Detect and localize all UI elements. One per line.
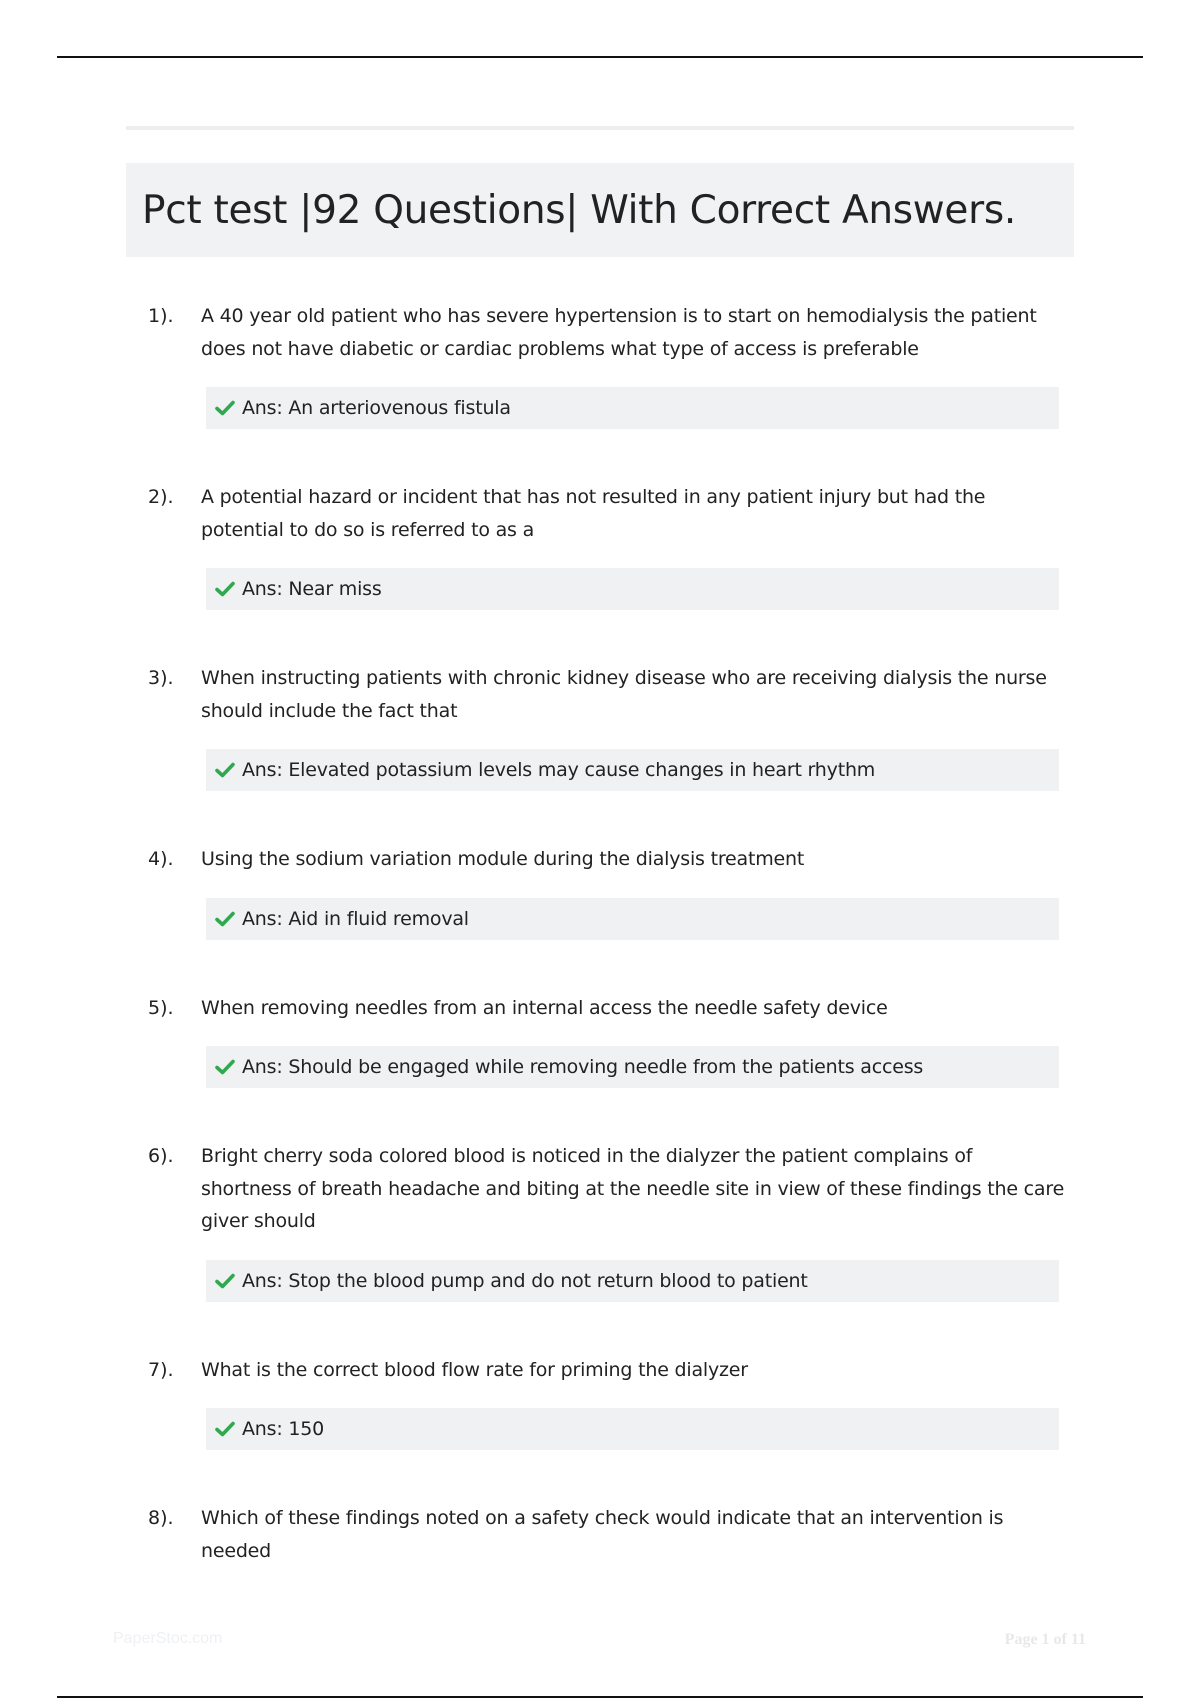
answer-box bbox=[206, 1260, 1059, 1302]
answer-box bbox=[206, 1408, 1059, 1450]
answer-box bbox=[206, 387, 1059, 429]
bottom-rule bbox=[57, 1696, 1143, 1698]
answer-text: Ans: Near miss bbox=[242, 578, 382, 600]
page-number: Page 1 of 11 bbox=[1004, 1631, 1086, 1648]
answer-text: Ans: Stop the blood pump and do not return blood to patient bbox=[242, 1269, 808, 1292]
question-text: When removing needles from an internal access the needle safety device bbox=[201, 996, 888, 1019]
title-banner bbox=[126, 163, 1074, 257]
question-number: 2). bbox=[148, 486, 174, 508]
question-item-2 bbox=[126, 481, 1074, 610]
footer-watermark: PaperStoc.com bbox=[113, 1630, 223, 1647]
header-divider bbox=[126, 126, 1074, 130]
answer-text: Ans: Should be engaged while removing needle from the patients access bbox=[242, 1056, 924, 1078]
question-item-7 bbox=[126, 1354, 1074, 1451]
check-icon bbox=[214, 1418, 236, 1440]
question-text: When instructing patients with chronic kidney disease who are receiving dialysis the nurse should include the fact that bbox=[201, 667, 1047, 722]
question-item-5 bbox=[126, 992, 1074, 1089]
question-number: 5). bbox=[148, 996, 174, 1019]
question-list bbox=[126, 300, 1074, 1619]
question-number: 7). bbox=[148, 1358, 174, 1381]
check-icon bbox=[214, 759, 236, 781]
question-item-4 bbox=[126, 843, 1074, 940]
answer-text: Ans: Aid in fluid removal bbox=[242, 907, 469, 930]
question-text: A 40 year old patient who has severe hypertension is to start on hemodialysis the patient does not have diabetic or cardiac problems what type of access is preferable bbox=[201, 305, 1037, 360]
answer-box bbox=[206, 1046, 1059, 1088]
question-item-3 bbox=[126, 662, 1074, 791]
question-number: 1). bbox=[148, 305, 174, 327]
check-icon bbox=[214, 578, 236, 600]
question-text: Bright cherry soda colored blood is noticed in the dialyzer the patient complains of shortness of breath headache and biting at the needle site in view of these findings the care giver should bbox=[201, 1145, 1065, 1232]
check-icon bbox=[214, 1056, 236, 1078]
question-number: 4). bbox=[148, 848, 174, 870]
question-number: 3). bbox=[148, 667, 174, 689]
answer-box bbox=[206, 898, 1059, 940]
answer-text: Ans: An arteriovenous fistula bbox=[242, 397, 511, 419]
answer-text: Ans: Elevated potassium levels may cause changes in heart rhythm bbox=[242, 759, 876, 781]
question-text: Which of these findings noted on a safety check would indicate that an intervention is needed bbox=[201, 1507, 1004, 1562]
question-number: 6). bbox=[148, 1145, 174, 1167]
check-icon bbox=[214, 908, 236, 930]
question-text: Using the sodium variation module during the dialysis treatment bbox=[201, 848, 805, 870]
check-icon bbox=[214, 1270, 236, 1292]
top-rule bbox=[57, 56, 1143, 58]
question-item-8 bbox=[126, 1502, 1074, 1567]
answer-box bbox=[206, 749, 1059, 791]
answer-text: Ans: 150 bbox=[242, 1418, 325, 1440]
check-icon bbox=[214, 397, 236, 419]
question-item-6 bbox=[126, 1140, 1074, 1302]
question-text: A potential hazard or incident that has not resulted in any patient injury but had the potential to do so is referred to as a bbox=[201, 486, 986, 541]
question-text: What is the correct blood flow rate for priming the dialyzer bbox=[201, 1358, 748, 1381]
question-item-1 bbox=[126, 300, 1074, 429]
document-title: Pct test |92 Questions| With Correct Answers. bbox=[142, 187, 1016, 233]
question-number: 8). bbox=[148, 1507, 174, 1529]
answer-box bbox=[206, 568, 1059, 610]
